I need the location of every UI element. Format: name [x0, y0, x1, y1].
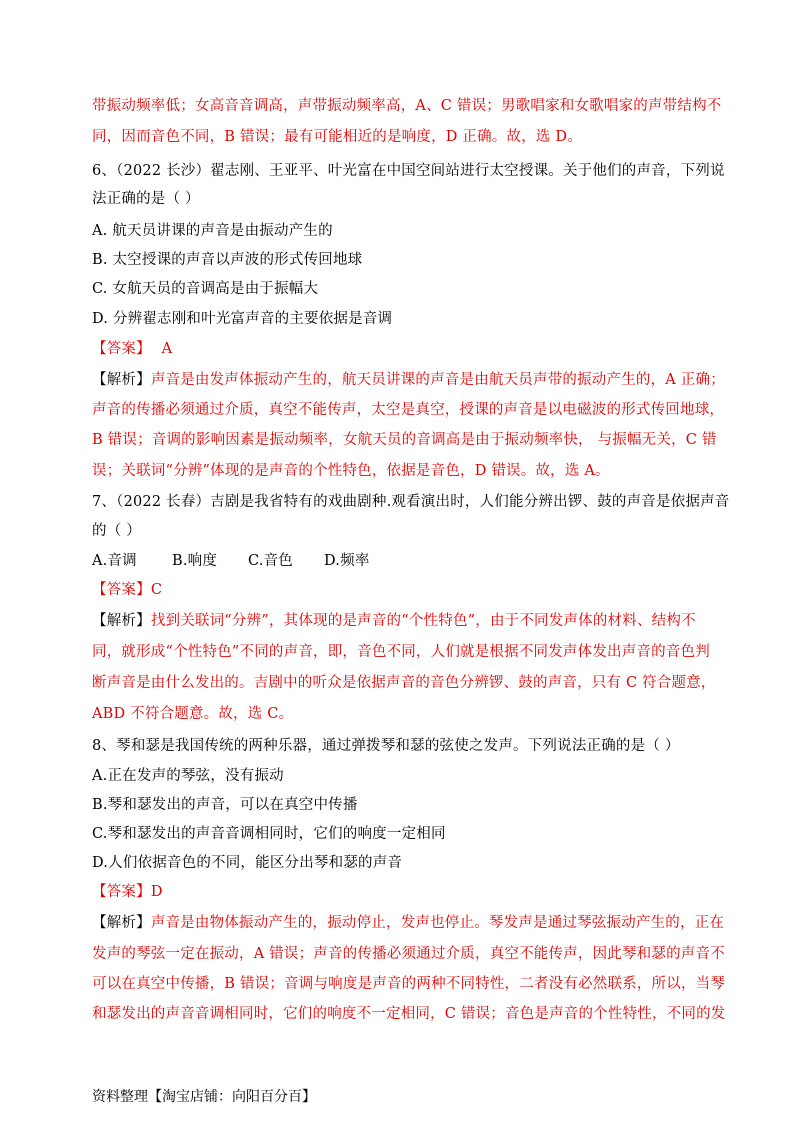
q6-option-b: B. 太空授课的声音以声波的形式传回地球: [92, 252, 363, 268]
q7-option-c: C.音色: [248, 553, 293, 569]
q7-options: [92, 551, 370, 571]
analysis-label: 【解析】: [92, 613, 151, 629]
q7-option-d: D.频率: [324, 553, 370, 569]
q7-stem-line-1: 7、（2022 长春）吉剧是我省特有的戏曲剧种.观看演出时，人们能分辨出锣、鼓的声音是依据声音: [92, 494, 730, 510]
q7-analysis-line-3: 断声音是由什么发出的。吉剧中的听众是依据声音的音色分辨锣、鼓的声音，只有 C 符合题意，: [92, 675, 716, 691]
q7-analysis-line-1: [92, 611, 696, 631]
q8-option-b: B.琴和瑟发出的声音，可以在真空中传播: [92, 797, 358, 813]
q6-analysis-line-4: 误；关联词“分辨”体现的是声音的个性特色，依据是音色，D 错误。故，选 A。: [92, 463, 610, 479]
page-footer: 资料整理【淘宝店铺：向阳百分百】: [92, 1089, 316, 1105]
answer-value: D: [150, 884, 163, 900]
answer-label: 【答案】: [92, 341, 151, 357]
analysis-label: 【解析】: [92, 372, 151, 388]
analysis-text: 声音是由物体振动产生的，振动停止，发声也停止。琴发声是通过琴弦振动产生的，正在: [150, 915, 725, 931]
q7-analysis-line-4: ABD 不符合题意。故，选 C。: [92, 706, 294, 722]
q8-stem-line-1: 8、琴和瑟是我国传统的两种乐器，通过弹拨琴和瑟的弦使之发声。下列说法正确的是（ ）: [92, 738, 680, 754]
q6-analysis-line-2: 声音的传播必须通过介质，真空不能传声，太空是真空，授课的声音是以电磁波的形式传回地球，: [92, 402, 725, 418]
q7-option-b: B.响度: [172, 553, 218, 569]
q8-option-d: D.人们依据音色的不同，能区分出琴和瑟的声音: [92, 855, 403, 871]
q6-stem-line-1: 6、（2022 长沙）翟志刚、王亚平、叶光富在中国空间站进行太空授课。关于他们的声音，下列说: [92, 163, 725, 179]
q7-answer: [92, 580, 162, 600]
analysis-label: 【解析】: [92, 915, 151, 931]
intro-line-2: 同，因而音色不同，B 错误；最有可能相近的是响度，D 正确。故，选 D。: [92, 129, 582, 145]
q7-stem-line-2: 的（ ）: [92, 523, 141, 539]
q6-analysis-line-3: B 错误；音调的影响因素是振动频率，女航天员的音调高是由于振动频率快， 与振幅无关，C 错: [92, 432, 717, 448]
q8-option-c: C.琴和瑟发出的声音音调相同时，它们的响度一定相同: [92, 826, 446, 842]
q7-option-a: A.音调: [92, 553, 137, 569]
answer-value: A: [161, 341, 173, 357]
q6-stem-line-2: 法正确的是（ ）: [92, 191, 200, 207]
q8-answer: [92, 882, 163, 902]
q8-analysis-line-4: 和瑟发出的声音音调相同时，它们的响度不一定相同，C 错误；音色是声音的个性特性，不同的发: [92, 1006, 726, 1022]
intro-line-1: 带振动频率低；女高音音调高，声带振动频率高，A、C 错误；男歌唱家和女歌唱家的声带结构不: [92, 98, 722, 114]
answer-label: 【答案】: [92, 884, 151, 900]
answer-value: C: [150, 582, 163, 598]
q8-analysis-line-2: 发声的琴弦一定在振动，A 错误；声音的传播必须通过介质，真空不能传声，因此琴和瑟的声音不: [92, 946, 725, 962]
q6-analysis-line-1: [92, 370, 725, 390]
analysis-text: 声音是由发声体振动产生的，航天员讲课的声音是由航天员声带的振动产生的，A 正确；: [150, 372, 725, 388]
q8-option-a: A.正在发声的琴弦，没有振动: [92, 768, 284, 784]
analysis-text: 找到关联词“分辨”，其体现的是声音的“个性特色”，由于不同发声体的材料、结构不: [150, 613, 696, 629]
q6-option-c: C. 女航天员的音调高是由于振幅大: [92, 281, 319, 297]
q8-analysis-line-1: [92, 913, 724, 933]
answer-label: 【答案】: [92, 582, 151, 598]
q6-option-d: D. 分辨翟志刚和叶光富声音的主要依据是音调: [92, 311, 393, 327]
q7-analysis-line-2: 同，就形成“个性特色”不同的声音，即，音色不同，人们就是根据不同发声体发出声音的音色判: [92, 644, 710, 660]
q6-option-a: A. 航天员讲课的声音是由振动产生的: [92, 223, 333, 239]
q6-answer: [92, 339, 172, 359]
q8-analysis-line-3: 可以在真空中传播，B 错误；音调与响度是声音的两种不同特性，二者没有必然联系，所以，当琴: [92, 976, 726, 992]
